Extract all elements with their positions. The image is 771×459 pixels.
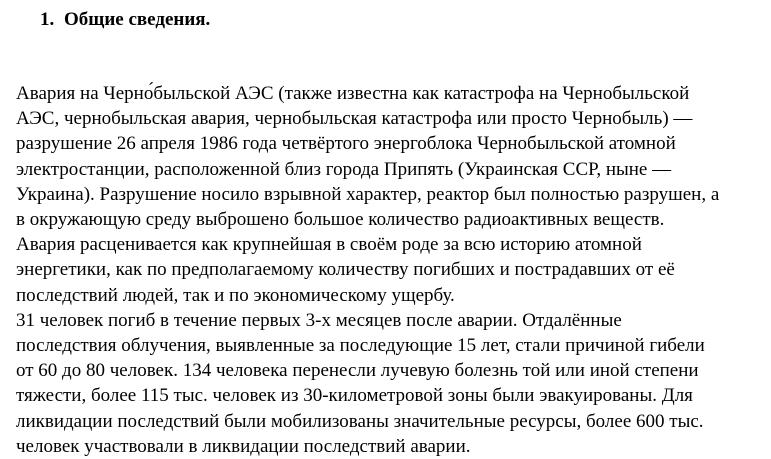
text-line: энергетики, как по предполагаемому количеству погибших и пострадавших от её [16, 259, 675, 281]
text-line: Авария расценивается как крупнейшая в своём роде за всю историю атомной [16, 234, 642, 256]
document-body [16, 81, 766, 459]
text-line: в окружающую среду выброшено большое количество радиоактивных веществ. [16, 209, 665, 231]
text-line: ликвидации последствий были мобилизованы значительные ресурсы, более 600 тыс. [16, 410, 704, 432]
section-number: 1. [40, 9, 55, 30]
text-line: Авария на Черно́быльской АЭС (также известна как катастрофа на Чернобыльской [16, 83, 690, 104]
paragraph-intro [16, 81, 766, 232]
section-title: Общие сведения. [64, 9, 211, 30]
text-line: электростанции, расположенной близ города Припять (Украинская ССР, ныне — [16, 158, 672, 180]
text-line: разрушение 26 апреля 1986 года четвёртого энергоблока Чернобыльской атомной [16, 133, 676, 155]
text-line: последствий людей, так и по экономическому ущербу. [16, 284, 455, 306]
text-line: 31 человек погиб в течение первых 3-х месяцев после аварии. Отдалённые [16, 309, 622, 331]
paragraph-assessment [16, 232, 766, 308]
section-heading [40, 8, 210, 32]
text-line: АЭС, чернобыльская авария, чернобыльская катастрофа или просто Чернобыль) — [16, 108, 693, 130]
text-line: человек участвовали в ликвидации последствий аварии. [16, 435, 471, 457]
paragraph-casualties [16, 308, 766, 459]
text-line: последствия облучения, выявленные за последующие 15 лет, стали причиной гибели [16, 335, 705, 357]
text-line: от 60 до 80 человек. 134 человека перенесли лучевую болезнь той или иной степени [16, 360, 699, 382]
text-line: Украина). Разрушение носило взрывной характер, реактор был полностью разрушен, а [16, 183, 720, 205]
text-line: тяжести, более 115 тыс. человек из 30-километровой зоны были эвакуированы. Для [16, 385, 693, 407]
